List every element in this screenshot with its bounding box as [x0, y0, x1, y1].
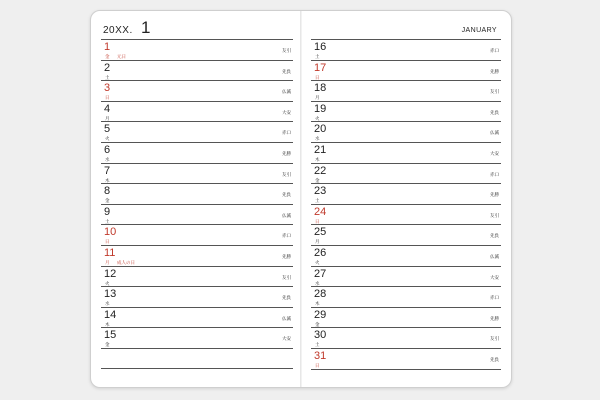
day-row[interactable]	[311, 287, 501, 308]
day-number: 6	[104, 143, 111, 156]
rokuyo-label: 仏滅	[490, 130, 499, 136]
right-page	[311, 11, 501, 387]
rokuyo-label: 友引	[282, 274, 291, 280]
rokuyo-label: 赤口	[490, 48, 499, 53]
day-number: 3	[104, 82, 111, 95]
day-list-left	[101, 40, 293, 369]
day-number: 19	[314, 102, 327, 115]
month-name: JANUARY	[461, 27, 497, 34]
rokuyo-label: 友引	[490, 336, 499, 342]
rokuyo-label: 先勝	[490, 192, 499, 198]
book-spine	[300, 11, 302, 387]
weekday-label: 日	[315, 362, 320, 368]
day-number: 5	[104, 123, 111, 136]
weekday-label: 月	[315, 95, 320, 101]
rokuyo-label: 大安	[490, 150, 499, 156]
weekday-label: 木	[315, 156, 320, 162]
weekday-label: 日	[315, 74, 320, 80]
day-row[interactable]	[101, 81, 293, 102]
weekday-label: 金	[105, 342, 110, 348]
day-row[interactable]	[311, 267, 501, 288]
weekday-label: 金	[315, 177, 320, 183]
weekday-label: 土	[105, 74, 110, 80]
day-row[interactable]	[311, 40, 501, 61]
day-row[interactable]	[101, 287, 293, 308]
rokuyo-label: 仏滅	[282, 212, 291, 218]
rokuyo-label: 先負	[490, 233, 499, 239]
left-page	[101, 11, 293, 387]
weekday-label: 月	[315, 239, 320, 245]
day-row[interactable]	[311, 61, 501, 82]
day-row[interactable]	[101, 102, 293, 123]
day-row[interactable]	[101, 143, 293, 164]
day-row[interactable]	[311, 225, 501, 246]
weekday-label: 水	[315, 136, 320, 142]
day-number: 20	[314, 123, 327, 136]
day-number: 26	[314, 246, 327, 259]
weekday-label: 土	[315, 342, 320, 348]
day-row[interactable]	[311, 328, 501, 349]
day-number: 27	[314, 267, 327, 280]
day-number: 30	[314, 329, 327, 342]
holiday-label: 元日	[117, 54, 126, 59]
page-header-right	[311, 11, 501, 40]
day-number: 7	[104, 164, 111, 177]
day-number: 1	[104, 41, 111, 53]
day-row[interactable]	[311, 246, 501, 267]
day-row[interactable]	[311, 184, 501, 205]
day-list-right	[311, 40, 501, 370]
rokuyo-label: 先負	[490, 356, 499, 362]
year-label: 20XX.	[103, 25, 133, 36]
planner-spread	[90, 10, 512, 388]
day-row[interactable]	[101, 205, 293, 226]
weekday-label: 火	[105, 280, 110, 286]
day-number: 31	[314, 349, 327, 362]
month-number: 1	[141, 18, 151, 37]
rokuyo-label: 先勝	[490, 68, 499, 74]
rokuyo-label: 赤口	[490, 295, 499, 301]
rokuyo-label: 友引	[282, 48, 291, 53]
weekday-label: 金	[315, 321, 320, 327]
weekday-label: 火	[315, 115, 320, 121]
day-number: 4	[104, 102, 111, 115]
day-row[interactable]	[101, 164, 293, 185]
day-number: 18	[314, 82, 327, 95]
rokuyo-label: 仏滅	[282, 89, 291, 95]
rokuyo-label: 赤口	[282, 130, 291, 136]
day-number: 29	[314, 308, 327, 321]
rokuyo-label: 先勝	[282, 150, 291, 156]
day-row[interactable]	[101, 246, 293, 267]
weekday-label: 月	[105, 259, 110, 265]
day-row[interactable]	[101, 267, 293, 288]
day-number: 10	[104, 226, 117, 239]
rokuyo-label: 大安	[282, 109, 291, 115]
weekday-label: 水	[105, 301, 110, 307]
day-row[interactable]	[311, 102, 501, 123]
rokuyo-label: 赤口	[282, 233, 291, 239]
day-number: 11	[104, 246, 116, 259]
weekday-label: 月	[105, 115, 110, 121]
weekday-label: 木	[105, 321, 110, 327]
day-row[interactable]	[311, 164, 501, 185]
weekday-label: 水	[315, 280, 320, 286]
day-row[interactable]	[311, 308, 501, 329]
holiday-label: 成人の日	[117, 259, 135, 265]
weekday-label: 日	[105, 239, 110, 245]
weekday-label: 金	[105, 54, 110, 59]
day-row[interactable]	[101, 40, 293, 61]
rokuyo-label: 友引	[282, 171, 291, 177]
day-row[interactable]	[311, 122, 501, 143]
rokuyo-label: 仏滅	[490, 253, 499, 259]
rokuyo-label: 友引	[490, 89, 499, 95]
day-row[interactable]	[311, 205, 501, 226]
day-number: 15	[104, 329, 117, 342]
day-row[interactable]	[101, 61, 293, 82]
day-number: 24	[314, 205, 327, 218]
day-row[interactable]	[101, 122, 293, 143]
weekday-label: 土	[315, 54, 320, 59]
day-number: 22	[314, 164, 327, 177]
rokuyo-label: 先負	[490, 109, 499, 115]
weekday-label: 土	[315, 198, 320, 204]
weekday-label: 土	[105, 218, 110, 224]
day-number: 21	[314, 143, 327, 156]
weekday-label: 日	[105, 95, 110, 101]
day-number: 9	[104, 205, 111, 218]
rokuyo-label: 大安	[490, 274, 499, 280]
day-number: 17	[314, 61, 327, 74]
page-header	[101, 11, 293, 40]
day-row[interactable]	[311, 349, 501, 370]
day-number: 25	[314, 226, 327, 239]
blank-note-line[interactable]	[101, 349, 293, 369]
day-number: 16	[314, 41, 327, 53]
day-number: 14	[104, 308, 117, 321]
rokuyo-label: 先負	[282, 192, 291, 198]
rokuyo-label: 赤口	[490, 171, 499, 177]
day-row[interactable]	[101, 184, 293, 205]
weekday-label: 木	[105, 177, 110, 183]
day-number: 2	[104, 61, 111, 74]
day-row[interactable]	[311, 81, 501, 102]
day-number: 13	[104, 288, 117, 301]
rokuyo-label: 先負	[282, 68, 291, 74]
weekday-label: 火	[105, 136, 110, 142]
day-row[interactable]	[101, 225, 293, 246]
rokuyo-label: 友引	[490, 212, 499, 218]
day-number: 8	[104, 185, 111, 198]
weekday-label: 水	[105, 156, 110, 162]
day-row[interactable]	[311, 143, 501, 164]
rokuyo-label: 先勝	[282, 253, 291, 259]
day-number: 28	[314, 288, 327, 301]
weekday-label: 火	[315, 259, 320, 265]
day-row[interactable]	[101, 328, 293, 349]
weekday-label: 木	[315, 301, 320, 307]
day-number: 12	[104, 267, 117, 280]
rokuyo-label: 先負	[282, 295, 291, 301]
weekday-label: 日	[315, 218, 320, 224]
rokuyo-label: 大安	[282, 336, 291, 342]
rokuyo-label: 先勝	[490, 315, 499, 321]
day-row[interactable]	[101, 308, 293, 329]
day-number: 23	[314, 185, 327, 198]
rokuyo-label: 仏滅	[282, 315, 291, 321]
weekday-label: 金	[105, 198, 110, 204]
